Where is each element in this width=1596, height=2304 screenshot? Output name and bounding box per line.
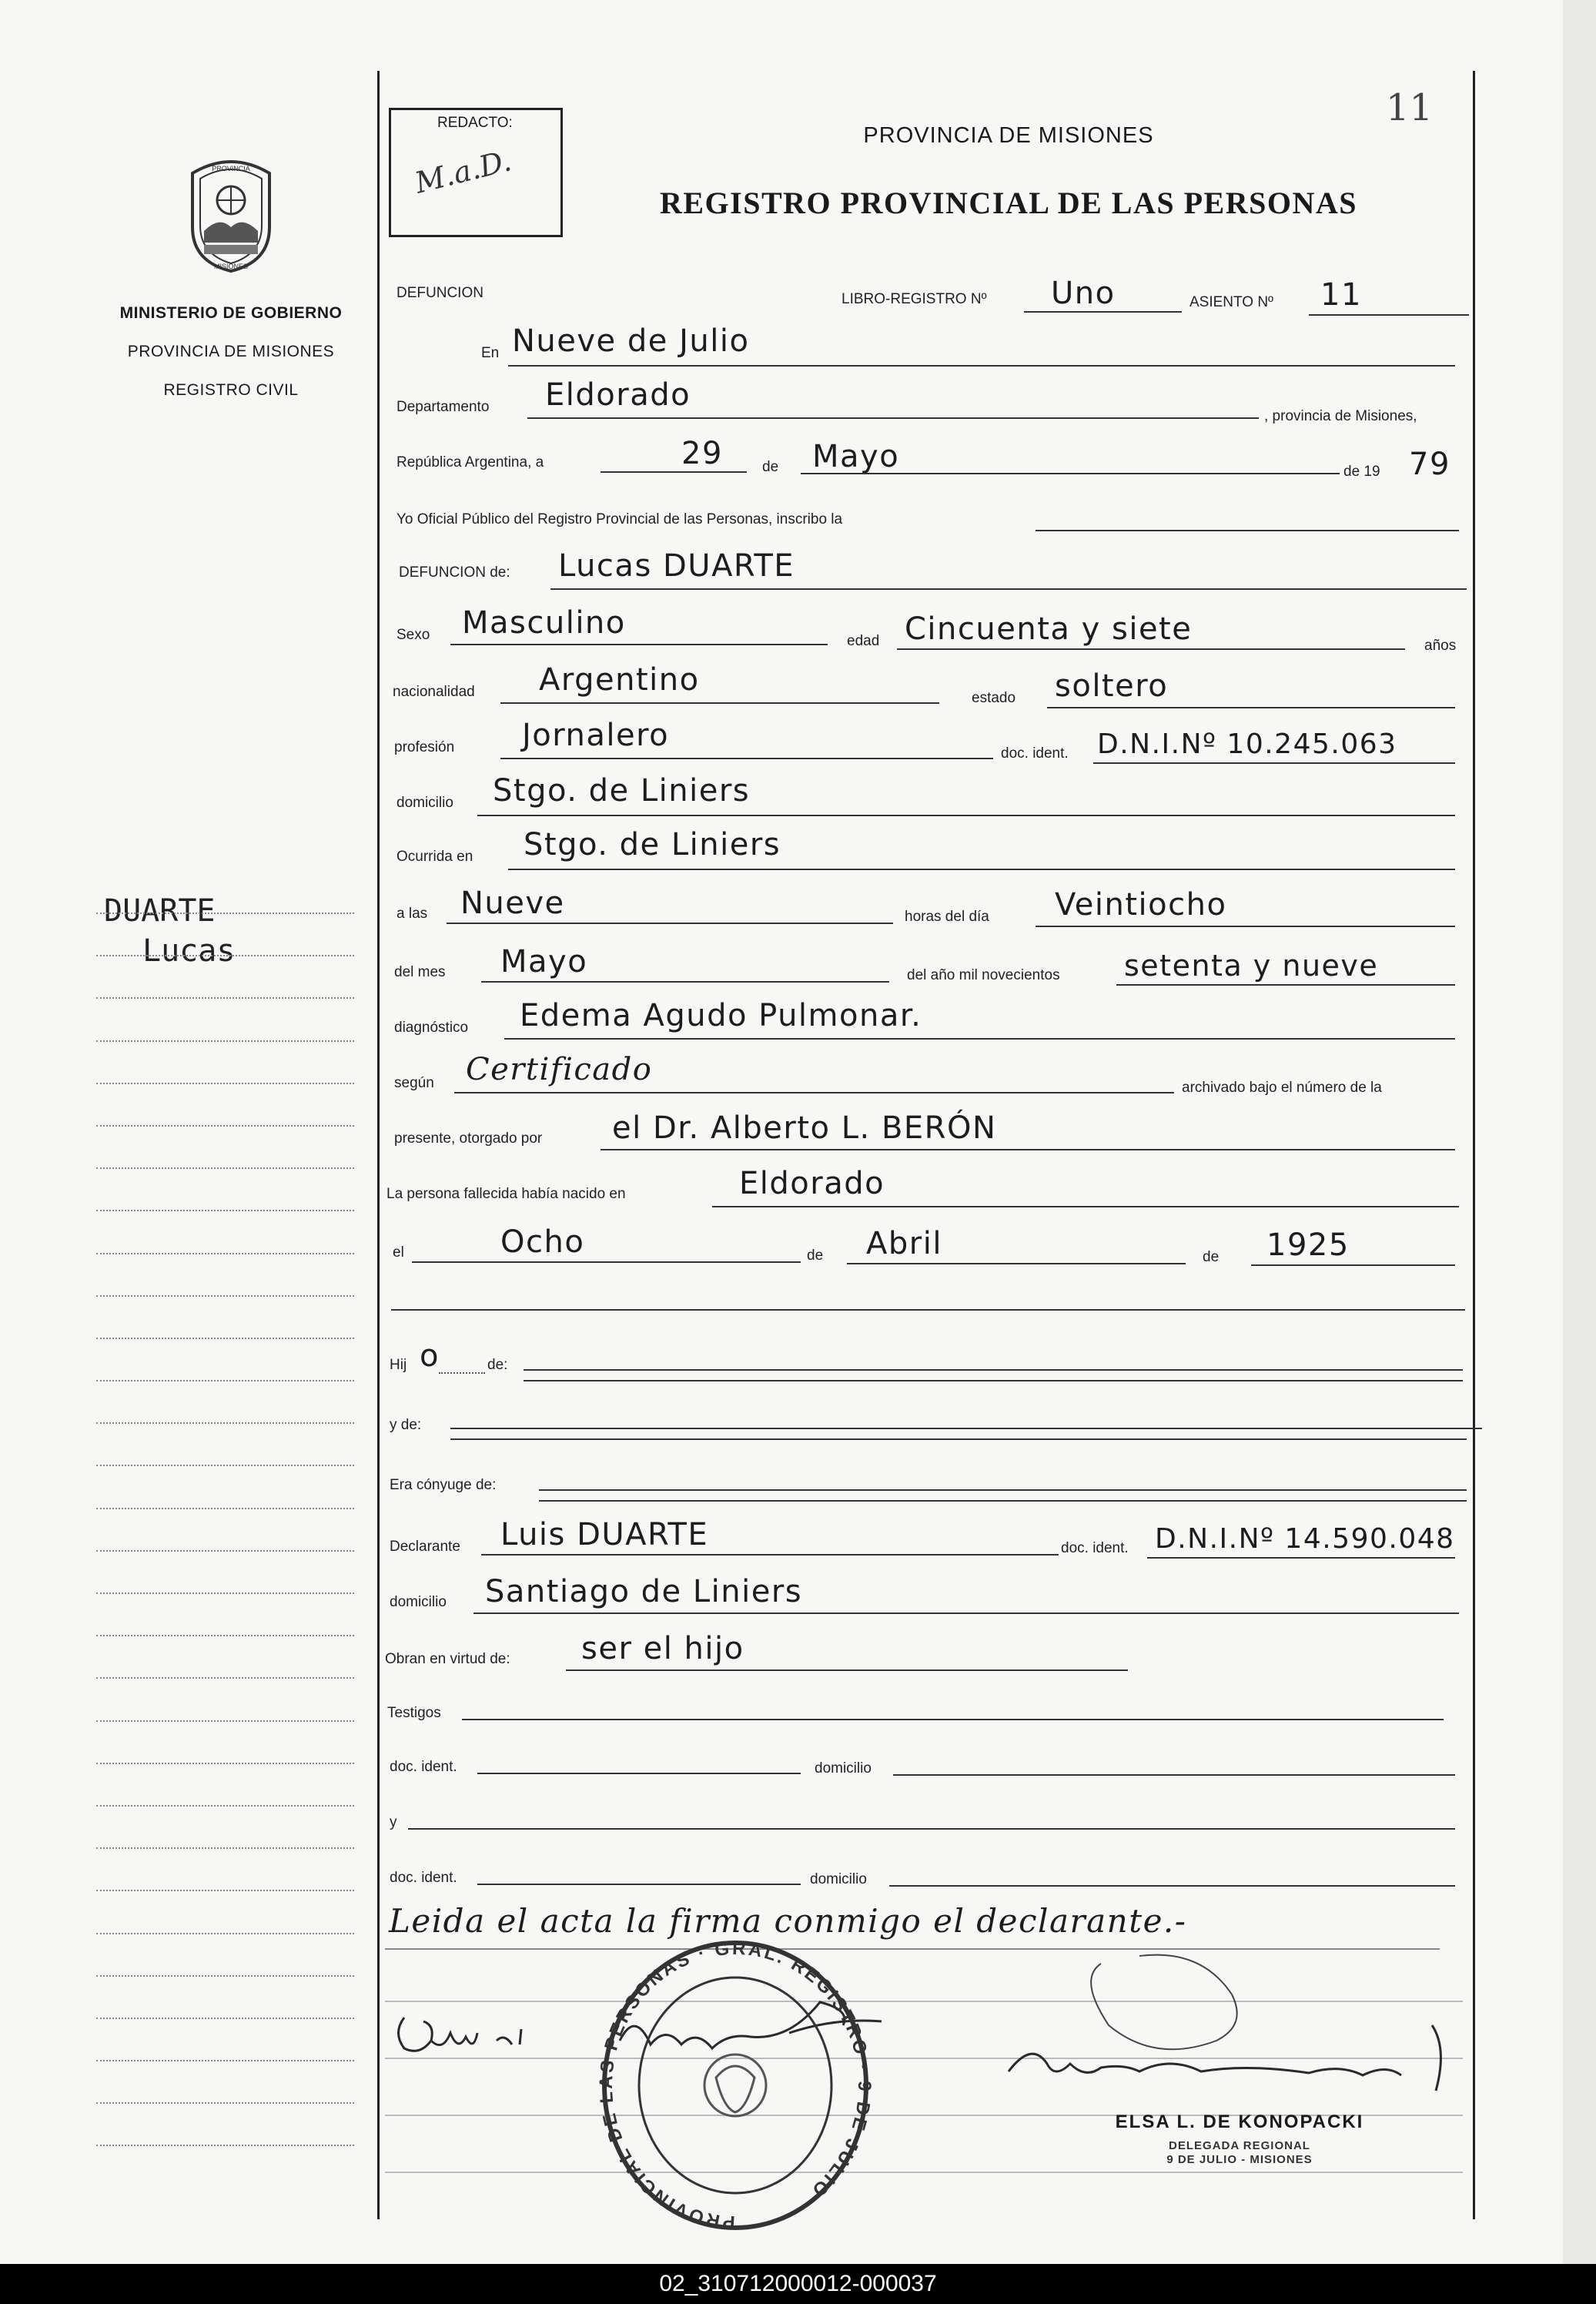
doc2-label: doc. ident. xyxy=(390,1870,457,1886)
hijo-line xyxy=(524,1369,1463,1371)
margin-surname: DUARTE xyxy=(104,893,216,929)
archivado-label: archivado bajo el número de la xyxy=(1182,1080,1382,1096)
birth-month: Abril xyxy=(866,1226,942,1261)
libro-label: LIBRO-REGISTRO Nº xyxy=(841,291,987,307)
de-label3: de xyxy=(1203,1249,1220,1265)
asiento-value: 11 xyxy=(1320,277,1362,313)
nacionalidad-value: Argentino xyxy=(539,662,700,698)
conyuge-label: Era cónyuge de: xyxy=(390,1477,497,1493)
nacionalidad-line xyxy=(500,702,939,704)
province-emblem-icon xyxy=(181,154,281,273)
declarante-value: Luis DUARTE xyxy=(500,1517,709,1552)
decl-dom-label: domicilio xyxy=(390,1594,447,1610)
docident-line xyxy=(1093,762,1455,764)
anos-label: años xyxy=(1424,638,1457,654)
edad-line xyxy=(897,648,1405,650)
defuncion-de-line xyxy=(550,588,1467,590)
margin-ruled-lines xyxy=(96,913,354,2188)
asiento-line xyxy=(1309,314,1469,316)
svg-text:PROVINCIAL DE LAS PERSONAS · G xyxy=(596,1938,875,2233)
ocurrida-value: Stgo. de Liniers xyxy=(524,827,781,862)
profesion-line xyxy=(500,758,993,759)
redacto-initials: M.a.D. xyxy=(411,143,515,200)
en-label: En xyxy=(481,345,500,361)
nacionalidad-label: nacionalidad xyxy=(393,684,475,700)
segun-value: Certificado xyxy=(466,1052,653,1087)
presente-value: el Dr. Alberto L. BERÓN xyxy=(612,1110,997,1146)
en-value: Nueve de Julio xyxy=(512,323,750,359)
birth-year: 1925 xyxy=(1266,1227,1350,1263)
ministry-line2: PROVINCIA DE MISIONES xyxy=(127,343,335,360)
date-month-line xyxy=(801,473,1340,474)
domicilio-label: domicilio xyxy=(396,795,453,811)
page-number: 11 xyxy=(1386,86,1434,129)
type-label: DEFUNCION xyxy=(396,285,483,301)
date-day-line xyxy=(601,471,747,473)
nacido-value: Eldorado xyxy=(739,1166,885,1201)
page-edge xyxy=(1563,0,1596,2264)
defuncion-de-label: DEFUNCION de: xyxy=(399,564,510,581)
en-line xyxy=(508,365,1455,367)
delano-line xyxy=(1116,984,1455,986)
closing-text: Leida el acta la firma conmigo el declarante.- xyxy=(389,1902,1187,1940)
delano-label: del año mil novecientos xyxy=(907,967,1060,983)
image-id-text: 02_310712000012-000037 xyxy=(659,2271,937,2296)
defuncion-de-value: Lucas DUARTE xyxy=(558,548,795,584)
emblem-bottom-text: MISIONES xyxy=(213,263,249,270)
ocurrida-line xyxy=(508,869,1455,870)
ministry-line3: REGISTRO CIVIL xyxy=(163,381,299,399)
delano-value: setenta y nueve xyxy=(1124,949,1379,983)
estado-line xyxy=(1047,707,1455,708)
decl-doc-label: doc. ident. xyxy=(1061,1540,1129,1556)
ministry-line1: MINISTERIO DE GOBIERNO xyxy=(119,304,343,322)
dom2-line xyxy=(889,1885,1455,1887)
yde-line xyxy=(450,1428,1482,1429)
horas-line xyxy=(1036,926,1455,927)
provincia-suffix: , provincia de Misiones, xyxy=(1264,408,1417,424)
stamp-line2: 9 DE JULIO - MISIONES xyxy=(1166,2153,1313,2166)
alas-line xyxy=(447,923,893,924)
ministry-block xyxy=(92,294,370,410)
diagnostico-line xyxy=(504,1038,1455,1040)
margin-name: Lucas xyxy=(142,933,236,969)
declarante-line xyxy=(481,1554,1059,1556)
republica-label: República Argentina, a xyxy=(396,454,544,471)
hijo-line-2 xyxy=(524,1380,1463,1381)
dom2-label: domicilio xyxy=(810,1871,867,1887)
stamp-sub xyxy=(1078,2139,1401,2167)
segun-line xyxy=(454,1092,1174,1093)
birth-month-line xyxy=(847,1263,1186,1264)
docident-label: doc. ident. xyxy=(1001,745,1069,762)
sexo-value: Masculino xyxy=(462,605,626,641)
redacto-box xyxy=(389,108,563,237)
delmes-value: Mayo xyxy=(500,944,588,980)
asiento-label: ASIENTO Nº xyxy=(1189,294,1273,310)
obran-line xyxy=(566,1669,1128,1671)
registry-seal xyxy=(593,1931,878,2239)
horas-label: horas del día xyxy=(905,909,989,925)
hijo-dots xyxy=(439,1372,485,1374)
birth-day: Ocho xyxy=(500,1224,585,1260)
dom1-line xyxy=(893,1774,1455,1776)
diagnostico-label: diagnóstico xyxy=(394,1020,469,1036)
de-19-label: de 19 xyxy=(1343,464,1380,480)
birth-day-line xyxy=(412,1261,801,1263)
horas-value: Veintiocho xyxy=(1055,887,1227,923)
edad-label: edad xyxy=(847,633,880,649)
presente-line xyxy=(601,1149,1455,1150)
doc1-label: doc. ident. xyxy=(390,1759,457,1775)
hijo-label: Hij xyxy=(390,1357,407,1373)
departamento-value: Eldorado xyxy=(545,377,691,413)
stamp-line1: DELEGADA REGIONAL xyxy=(1169,2139,1310,2152)
hijo-de-label: de: xyxy=(487,1357,508,1373)
de-label: de xyxy=(762,459,779,475)
date-month: Mayo xyxy=(812,439,900,474)
estado-value: soltero xyxy=(1055,668,1169,704)
edad-value: Cincuenta y siete xyxy=(905,611,1193,647)
decl-doc-value: D.N.I.Nº 14.590.048 xyxy=(1155,1523,1455,1555)
nacido-line xyxy=(712,1206,1459,1207)
decl-doc-line xyxy=(1147,1557,1455,1559)
conyuge-line-2 xyxy=(539,1500,1467,1502)
estado-label: estado xyxy=(972,690,1016,706)
departamento-line xyxy=(527,417,1259,419)
el-label: el xyxy=(393,1244,404,1261)
official-signature xyxy=(1001,1948,1463,2110)
domicilio-line xyxy=(477,815,1455,816)
oficial-text: Yo Oficial Público del Registro Provincial de las Personas, inscribo la xyxy=(396,511,843,527)
declarante-label: Declarante xyxy=(390,1539,460,1555)
conyuge-line xyxy=(539,1489,1467,1491)
delmes-label: del mes xyxy=(394,964,446,980)
obran-value: ser el hijo xyxy=(581,1631,744,1666)
domicilio-value: Stgo. de Liniers xyxy=(493,773,751,809)
departamento-label: Departamento xyxy=(396,399,490,415)
profesion-label: profesión xyxy=(394,739,455,755)
nacido-label: La persona fallecida había nacido en xyxy=(386,1186,626,1202)
de-label2: de xyxy=(807,1247,824,1264)
sexo-line xyxy=(450,644,828,645)
delmes-line xyxy=(481,981,889,983)
decl-dom-line xyxy=(473,1612,1459,1614)
obran-label: Obran en virtud de: xyxy=(385,1651,510,1667)
doc2-line xyxy=(477,1884,801,1885)
docident-value: D.N.I.Nº 10.245.063 xyxy=(1097,728,1397,760)
sig-line-4 xyxy=(385,2172,1463,2173)
seal-ring-text: PROVINCIAL DE LAS PERSONAS · GRAL. REGISTRO · 9 DE JULIO xyxy=(595,1937,875,2233)
province-heading: PROVINCIA DE MISIONES xyxy=(863,123,1154,148)
date-day: 29 xyxy=(681,436,723,471)
alas-label: a las xyxy=(396,906,428,922)
alas-value: Nueve xyxy=(460,886,565,921)
y-line xyxy=(408,1828,1455,1830)
presente-label: presente, otorgado por xyxy=(394,1130,543,1147)
ocurrida-label: Ocurrida en xyxy=(396,849,473,865)
testigos-label: Testigos xyxy=(387,1705,441,1721)
birth-year-line xyxy=(1251,1264,1455,1266)
blank-line xyxy=(391,1309,1465,1311)
libro-value: Uno xyxy=(1051,276,1116,311)
y-label: y xyxy=(390,1814,397,1830)
segun-label: según xyxy=(394,1075,434,1091)
sexo-label: Sexo xyxy=(396,627,430,643)
libro-line xyxy=(1024,311,1182,313)
decl-dom-value: Santiago de Liniers xyxy=(485,1574,803,1609)
profesion-value: Jornalero xyxy=(522,718,670,753)
doc1-line xyxy=(477,1773,801,1774)
registry-heading: REGISTRO PROVINCIAL DE LAS PERSONAS xyxy=(659,186,1357,220)
emblem-top-text: PROVINCIA xyxy=(212,165,250,172)
dom1-label: domicilio xyxy=(815,1760,872,1777)
image-id-footer xyxy=(0,2264,1596,2304)
stamp-name: ELSA L. DE KONOPACKI xyxy=(1115,2111,1364,2132)
testigos-line xyxy=(462,1719,1444,1720)
diagnostico-value: Edema Agudo Pulmonar. xyxy=(520,998,922,1033)
yde-label: y de: xyxy=(390,1417,422,1433)
date-year: 79 xyxy=(1409,447,1450,482)
oficial-line xyxy=(1036,530,1459,531)
yde-line-2 xyxy=(450,1438,1467,1440)
hijo-value: o xyxy=(420,1338,440,1374)
redacto-label: REDACTO: xyxy=(437,115,513,131)
